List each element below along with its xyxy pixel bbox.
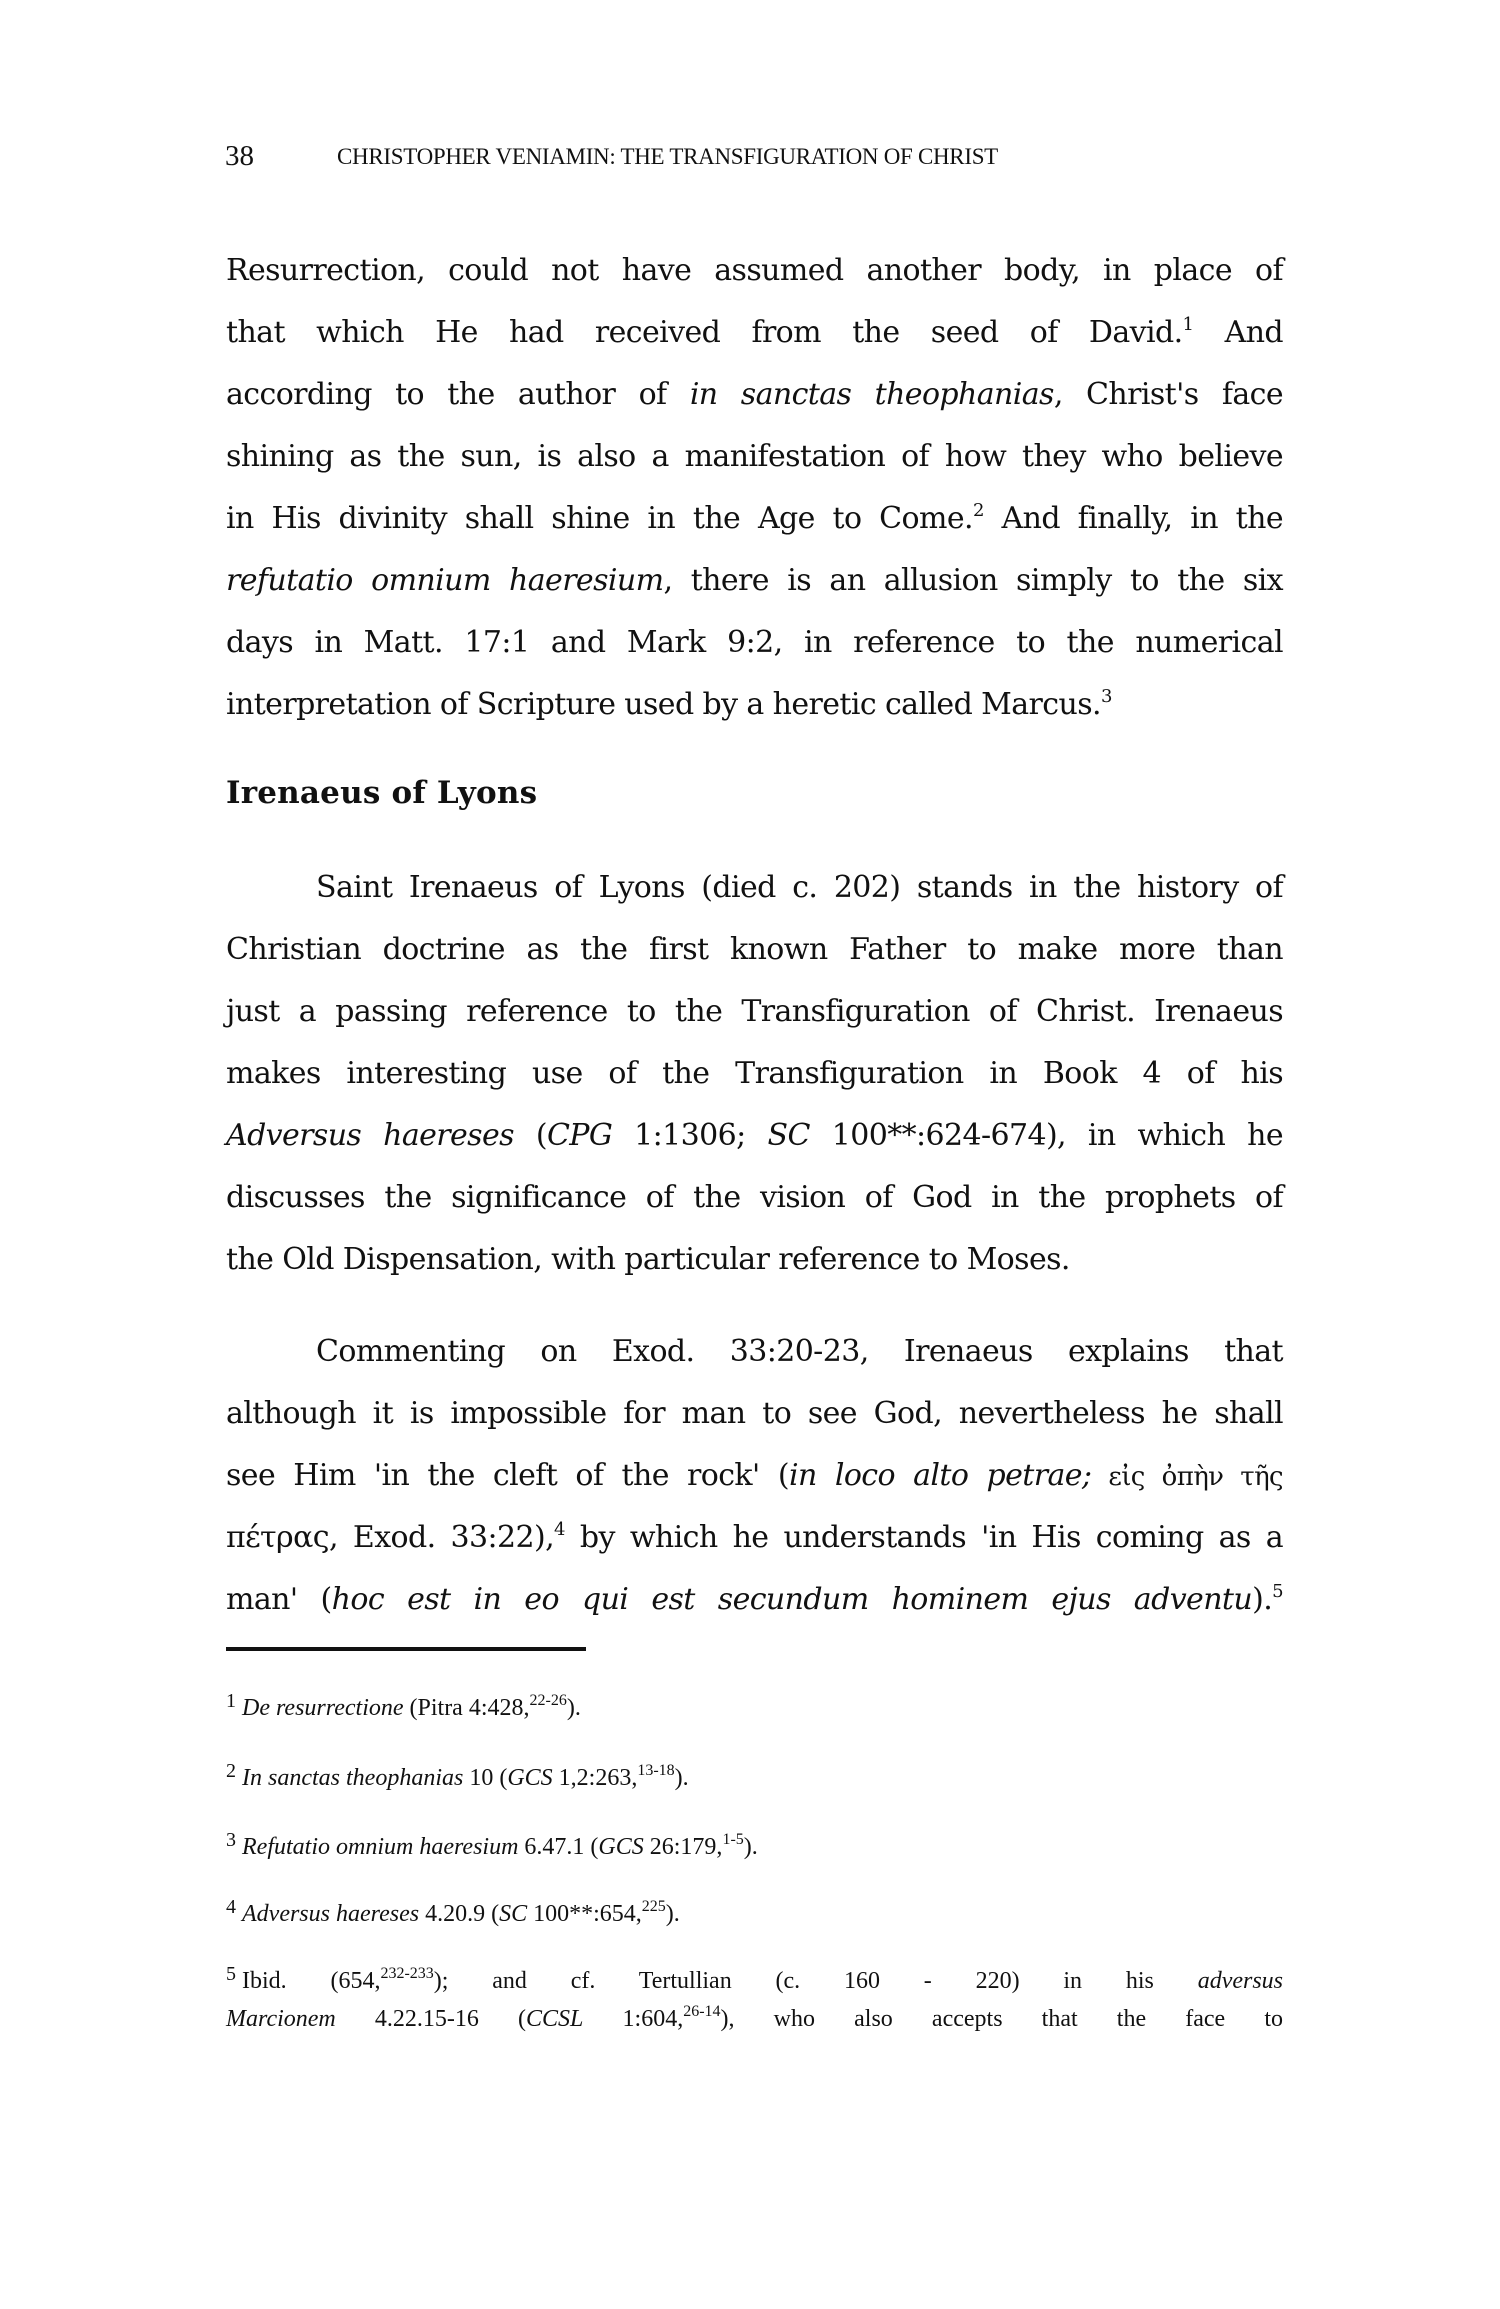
text: , there is an allusion simply to the six xyxy=(663,563,1283,598)
text: Saint Irenaeus of Lyons (died c. 202) stands in the history of xyxy=(316,870,1283,905)
footnote-ref-3[interactable]: 3 xyxy=(1100,686,1112,707)
italic-abbrev: SC xyxy=(767,1118,810,1153)
footnote-2 xyxy=(226,1760,1283,1797)
text: the Old Dispensation, with particular reference to Moses. xyxy=(226,1242,1070,1277)
text-line xyxy=(226,249,1283,293)
text-line xyxy=(226,1176,1283,1220)
text: Ibid. (654, xyxy=(242,1968,381,1994)
footnote-ref-5[interactable]: 5 xyxy=(1272,1581,1283,1602)
line-ref: 225 xyxy=(641,1898,666,1915)
text-line xyxy=(226,683,1283,727)
footnote-divider xyxy=(226,1647,586,1651)
text: interpretation of Scripture used by a heretic called Marcus. xyxy=(226,687,1101,722)
series-abbrev: SC xyxy=(499,1901,528,1927)
footnote-3 xyxy=(226,1829,1283,1866)
text: ); and cf. Tertullian (c. 160 - 220) in his xyxy=(433,1968,1198,1994)
footnote-4 xyxy=(226,1896,1283,1933)
line-ref: 13-18 xyxy=(637,1762,675,1779)
text: (Pitra 4:428, xyxy=(403,1695,530,1721)
running-head xyxy=(225,140,1285,180)
text: in His divinity shall shine in the Age to Come. xyxy=(226,501,973,536)
text-line xyxy=(226,1516,1283,1560)
section-heading: Irenaeus of Lyons xyxy=(226,775,538,811)
text-line xyxy=(226,435,1283,479)
text-line xyxy=(226,559,1283,603)
series-abbrev: CCSL xyxy=(526,2006,584,2032)
italic-latin: hoc est in eo qui est secundum hominem ejus adventu xyxy=(331,1582,1253,1617)
italic-title: in sanctas theophanias xyxy=(689,377,1054,412)
text-line xyxy=(226,311,1283,355)
footnote-5-line-2 xyxy=(226,2001,1283,2037)
text: And finally, in the xyxy=(1001,501,1284,536)
text: 4.22.15-16 ( xyxy=(335,2006,527,2032)
text: ). xyxy=(665,1901,680,1927)
text: according to the author of xyxy=(226,377,690,412)
line-ref: 22-26 xyxy=(529,1692,567,1709)
text: that which He had received from the seed of David. xyxy=(226,315,1183,350)
text: 6.47.1 ( xyxy=(518,1834,599,1860)
footnote-ref-4[interactable]: 4 xyxy=(554,1519,565,1540)
text: although it is impossible for man to see God, nevertheless he shall xyxy=(226,1396,1283,1431)
text: 1,2:263, xyxy=(552,1765,638,1791)
text: discusses the significance of the vision of God in the prophets of xyxy=(226,1180,1283,1215)
italic-title: refutatio omnium haeresium xyxy=(226,563,664,598)
text: ( xyxy=(513,1118,547,1153)
footnote-number: 5 xyxy=(226,1963,236,1985)
text: ). xyxy=(1252,1582,1273,1617)
footnote-ref-2[interactable]: 2 xyxy=(972,500,984,521)
footnote-title: Refutatio omnium haeresium xyxy=(242,1834,519,1860)
text: ). xyxy=(566,1695,581,1721)
footnote-number: 1 xyxy=(226,1690,236,1712)
text-line xyxy=(226,621,1283,665)
text: see Him 'in the cleft of the rock' ( xyxy=(226,1458,789,1493)
text: 100**:654, xyxy=(527,1901,642,1927)
text-line xyxy=(226,497,1283,541)
footnote-ref-1[interactable]: 1 xyxy=(1182,314,1194,335)
text: 26:179, xyxy=(643,1834,723,1860)
text: ), who also accepts that the face to xyxy=(720,2006,1284,2032)
text: days in Matt. 17:1 and Mark 9:2, in reference to the numerical xyxy=(226,625,1283,660)
text: , Christ's face xyxy=(1053,377,1283,412)
footnote-title: Adversus haereses xyxy=(242,1901,420,1927)
footnote-title: In sanctas theophanias xyxy=(242,1765,464,1791)
text: πέτρας, Exod. 33:22), xyxy=(226,1520,555,1555)
text-line xyxy=(226,1578,1283,1622)
footnote-5-line-1 xyxy=(226,1963,1283,2000)
italic-title: Adversus haereses xyxy=(226,1118,514,1153)
text: And xyxy=(1224,315,1284,350)
text: 10 ( xyxy=(463,1765,508,1791)
greek-text: εἰς ὀπὴν τῆς xyxy=(1091,1462,1284,1492)
italic-abbrev: CPG xyxy=(546,1118,613,1153)
text: ). xyxy=(743,1834,758,1860)
text: 1:1306; xyxy=(612,1118,768,1153)
text-line xyxy=(226,1114,1283,1158)
footnote-title: Marcionem xyxy=(226,2006,336,2032)
line-ref: 232-233 xyxy=(380,1965,434,1982)
line-ref: 26-14 xyxy=(683,2003,721,2020)
text: 100**:624-674), in which he xyxy=(809,1118,1284,1153)
series-abbrev: GCS xyxy=(598,1834,644,1860)
text-line xyxy=(226,990,1283,1034)
footnote-number: 4 xyxy=(226,1896,236,1918)
text-line xyxy=(316,866,1283,910)
text: man' ( xyxy=(226,1582,332,1617)
text-line xyxy=(226,1238,1283,1282)
text: by which he understands 'in His coming as a xyxy=(564,1520,1284,1555)
page-number: 38 xyxy=(225,140,254,172)
line-ref: 1-5 xyxy=(722,1831,744,1848)
text: Christian doctrine as the first known Father to make more than xyxy=(226,932,1283,967)
text: 1:604, xyxy=(583,2006,684,2032)
text: just a passing reference to the Transfiguration of Christ. Irenaeus xyxy=(226,994,1283,1029)
footnote-title: De resurrectione xyxy=(242,1695,404,1721)
text: ). xyxy=(674,1765,689,1791)
text: 4.20.9 ( xyxy=(419,1901,500,1927)
text-line xyxy=(226,1392,1283,1436)
footnote-1 xyxy=(226,1690,1283,1727)
text-line xyxy=(226,373,1283,417)
italic-latin: in loco alto petrae; xyxy=(788,1458,1092,1493)
footnote-title: adversus xyxy=(1197,1968,1284,1994)
text-line xyxy=(226,1052,1283,1096)
text: shining as the sun, is also a manifestation of how they who believe xyxy=(226,439,1283,474)
text: Resurrection, could not have assumed another body, in place of xyxy=(226,253,1283,288)
running-title: CHRISTOPHER VENIAMIN: THE TRANSFIGURATION OF CHRIST xyxy=(337,144,998,169)
text-line xyxy=(226,928,1283,972)
footnote-number: 3 xyxy=(226,1829,236,1851)
text-line xyxy=(226,1454,1283,1498)
text: makes interesting use of the Transfiguration in Book 4 of his xyxy=(226,1056,1283,1091)
series-abbrev: GCS xyxy=(507,1765,553,1791)
text-line xyxy=(316,1330,1283,1374)
text: Commenting on Exod. 33:20-23, Irenaeus explains that xyxy=(316,1334,1283,1369)
footnote-number: 2 xyxy=(226,1760,236,1782)
